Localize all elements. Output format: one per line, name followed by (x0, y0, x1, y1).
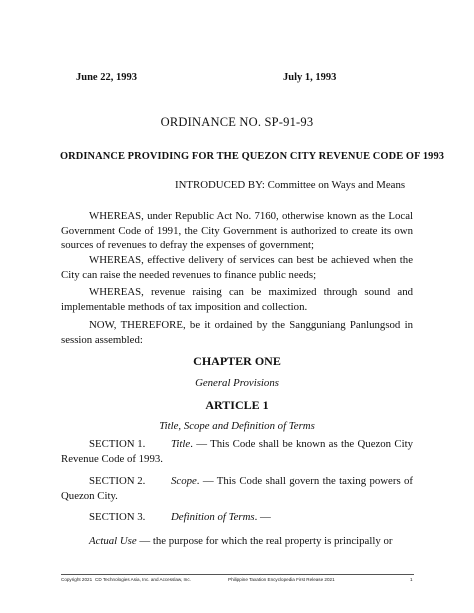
chapter-subtitle: General Provisions (195, 377, 279, 389)
footer-divider (61, 574, 414, 575)
definition-term: Actual Use (89, 535, 137, 547)
whereas-paragraph-3: WHEREAS, revenue raising can be maximized through sound and implementable methods of tax imposition and collection. (61, 286, 413, 313)
section-text: . — (254, 511, 271, 523)
definition-actual-use (61, 534, 413, 549)
footer-release: Philippine Taxation Encyclopedia First Release 2021 (228, 577, 335, 582)
introduced-by: INTRODUCED BY: Committee on Ways and Means (175, 179, 406, 191)
ordained-paragraph: NOW, THEREFORE, be it ordained by the Sangguniang Panlungsod in session assembled: (61, 319, 413, 346)
section-3 (61, 510, 413, 525)
section-text: . — This Code shall govern the taxing powers of Quezon City. (61, 475, 413, 502)
section-label: SECTION 3. (89, 511, 146, 523)
section-2 (61, 474, 413, 503)
footer-copyright: Copyright 2021 (61, 577, 93, 582)
section-label: SECTION 1. (89, 438, 146, 450)
date-right: July 1, 1993 (283, 72, 337, 83)
ordinance-number: ORDINANCE NO. SP-91-93 (160, 115, 314, 129)
footer-page-number: 1 (410, 577, 413, 582)
section-1 (61, 437, 413, 466)
definition-text: — the purpose for which the real property is principally or (136, 535, 393, 547)
section-lead: Scope (171, 475, 197, 487)
whereas-paragraph-2: WHEREAS, effective delivery of services can best be achieved when the City can raise the needed revenues to finance public needs; (61, 254, 413, 281)
article-heading: ARTICLE 1 (205, 398, 269, 412)
chapter-heading: CHAPTER ONE (193, 354, 281, 368)
whereas-paragraph-1: WHEREAS, under Republic Act No. 7160, otherwise known as the Local Government Code of 1991, the City Government is authorized to create its own sources of revenues to defray the expenses of government; (61, 210, 413, 251)
article-subtitle: Title, Scope and Definition of Terms (159, 420, 315, 432)
section-lead: Definition of Terms (171, 511, 255, 523)
section-text: . — This Code shall be known as the Quezon City Revenue Code of 1993. (61, 438, 413, 465)
ordinance-title: ORDINANCE PROVIDING FOR THE QUEZON CITY REVENUE CODE OF 1993 (60, 151, 445, 162)
section-label: SECTION 2. (89, 475, 146, 487)
section-lead: Title (171, 438, 191, 450)
date-left: June 22, 1993 (76, 72, 137, 83)
footer-publisher: CD Technologies Asia, Inc. and Accesslaw, Inc. (95, 577, 191, 582)
